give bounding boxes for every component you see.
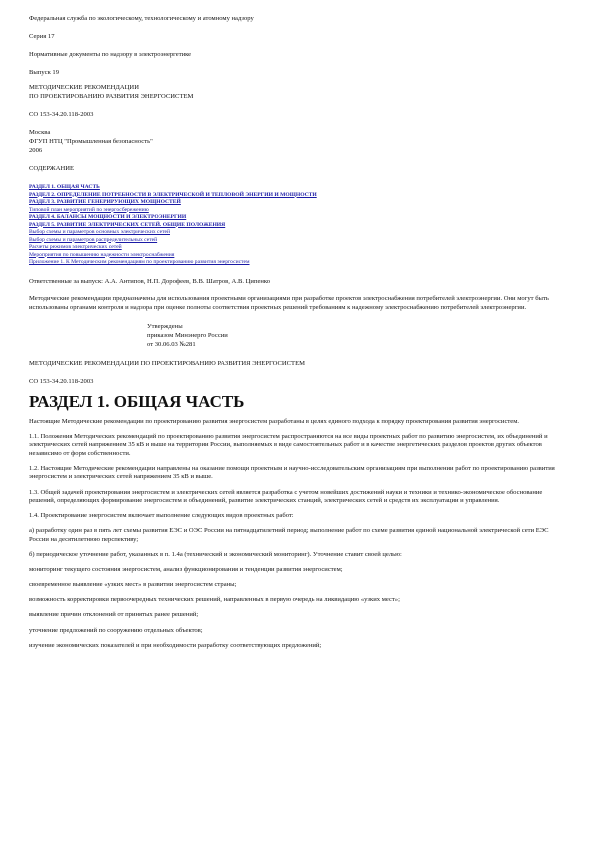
- paragraph-1-1: 1.1. Положения Методических рекомендаций по проектированию развития энергосистем распространяются на все виды проектных работ по развитию энергосистем, их объединений и электрических сетей напряжением 35 кВ и выше на территории России, выполняемых в виде самостоятельных работ и в качестве энергетических разделов проектов других объектов независимо от форм собственности.: [29, 432, 548, 457]
- toc-link-reliability[interactable]: Мероприятия по повышению надежности электроснабжения: [29, 251, 175, 258]
- series-title: Нормативные документы по надзору в электроэнергетике: [29, 51, 192, 58]
- toc-link-energy-saving-plan[interactable]: Типовой план мероприятий по энергосбережению: [29, 206, 149, 213]
- paragraph-1-3: 1.3. Общей задачей проектирования энергосистем и электрических сетей является разработка с учетом новейших достижений науки и техники и технико-экономическое обоснование решений, определяющих формирование энергосистем и объединений, развитие электрических станций, электрических сетей и средств их эксплуатации и управления.: [29, 488, 543, 505]
- paragraph-intro: Настоящие Методические рекомендации по проектированию развития энергосистем разработаны в целях единого подхода к порядку проектирования развития энергосистем.: [29, 417, 520, 425]
- toc-link-network-modes[interactable]: Расчеты режимов электрических сетей: [29, 244, 122, 250]
- agency-name: Федеральная служба по экологическому, технологическому и атомному надзору: [29, 15, 254, 22]
- toc-link-section-1[interactable]: РАЗДЕЛ 1. ОБЩАЯ ЧАСТЬ: [29, 184, 100, 190]
- approval-line-2: приказом Минэнерго России: [147, 331, 228, 339]
- document-page: [29, 14, 569, 657]
- paragraph-1-4-a: а) разработку один раз в пять лет схемы развития ЕЭС и ОЭС России на пятнадцатилетний период; выполнение работ по схеме развития единой национальной электрической сети ЕЭС России на десятилетнюю перспективу;: [29, 527, 549, 543]
- year: 2006: [29, 147, 43, 154]
- list-item-correction: возможность корректировки первоочередных технических решений, направленных в первую очередь на ликвидацию «узких мест»;: [29, 596, 400, 604]
- publisher: ФГУП НТЦ "Промышленная безопасность": [29, 138, 153, 145]
- doc-title-line-1: МЕТОДИЧЕСКИЕ РЕКОМЕНДАЦИИ: [29, 84, 139, 91]
- paragraph-1-4-b: б) периодическое уточнение работ, указанных в п. 1.4а (технический и экономический мониторинг). Уточнение ставит своей целью:: [29, 551, 402, 559]
- title-repeat: МЕТОДИЧЕСКИЕ РЕКОМЕНДАЦИИ ПО ПРОЕКТИРОВАНИЮ РАЗВИТИЯ ЭНЕРГОСИСТЕМ: [29, 359, 305, 367]
- list-item-deviations: выявление причин отклонений от принятых ранее решений;: [29, 611, 199, 619]
- toc-heading: СОДЕРЖАНИЕ: [29, 165, 75, 172]
- city: Москва: [29, 129, 51, 136]
- approval-line-1: Утверждены: [147, 322, 183, 330]
- section-body: [29, 418, 569, 651]
- series-label: Серия 17: [29, 33, 55, 40]
- list-item-proposals: уточнение предложений по сооружению отдельных объектов;: [29, 626, 203, 634]
- list-item-monitoring: мониторинг текущего состояния энергосистем, анализ функционирования и тенденции развития энергосистем;: [29, 566, 343, 574]
- paragraph-1-4: 1.4. Проектирование энергосистем включает выполнение следующих видов проектных работ:: [29, 512, 294, 520]
- toc-link-section-2[interactable]: РАЗДЕЛ 2. ОПРЕДЕЛЕНИЕ ПОТРЕБНОСТИ В ЭЛЕКТРИЧЕСКОЙ И ТЕПЛОВОЙ ЭНЕРГИИ И МОЩНОСТИ: [29, 191, 317, 198]
- responsible-persons: Ответственные за выпуск: А.А. Антипов, Н.П. Дорофеев, В.В. Шатров, А.В. Ципенко: [29, 277, 271, 285]
- approval-block: [147, 322, 569, 349]
- section-heading: РАЗДЕЛ 1. ОБЩАЯ ЧАСТЬ: [29, 391, 245, 411]
- toc-link-appendix-1[interactable]: Приложение 1. К Методическим рекомендациям по проектированию развития энергосистем: [29, 259, 250, 265]
- abstract: Методические рекомендации предназначены для использования проектными организациями при разработке проектов электроснабжения потребителей электроэнергии. Они могут быть использованы органами контроля и надзора при оценке полноты соответствия проектных решений требованиям к надежному электроснабжению потребителей электроэнергии.: [29, 294, 549, 311]
- toc-link-section-4[interactable]: РАЗДЕЛ 4. БАЛАНСЫ МОЩНОСТИ И ЭЛЕКТРОЭНЕРГИИ: [29, 214, 187, 220]
- toc-link-distribution-networks[interactable]: Выбор схемы и параметров распределительных сетей: [29, 236, 158, 243]
- doc-code: СО 153-34.20.118-2003: [29, 111, 94, 118]
- table-of-contents: [29, 184, 569, 267]
- approval-line-3: от 30.06.03 №281: [147, 340, 196, 348]
- toc-link-section-3[interactable]: РАЗДЕЛ 3. РАЗВИТИЕ ГЕНЕРИРУЮЩИХ МОЩНОСТЕЙ: [29, 199, 181, 205]
- list-item-economics: изучение экономических показателей и при необходимости разработку соответствующих предложений;: [29, 641, 322, 649]
- paragraph-1-2: 1.2. Настоящие Методические рекомендации направлены на оказание помощи проектным и научно-исследовательским организациям при выполнении работ по проектированию развития энергосистем и электрических сетей напряжением 35 кВ и выше.: [29, 464, 555, 481]
- list-item-bottlenecks: своевременное выявление «узких мест» в развитии энергосистем страны;: [29, 581, 237, 589]
- toc-link-section-5[interactable]: РАЗДЕЛ 5. РАЗВИТИЕ ЭЛЕКТРИЧЕСКИХ СЕТЕЙ. ОБЩИЕ ПОЛОЖЕНИЯ: [29, 221, 226, 228]
- issue-label: Выпуск 19: [29, 69, 60, 76]
- toc-link-main-networks[interactable]: Выбор схемы и параметров основных электрических сетей: [29, 229, 170, 235]
- doc-title-line-2: ПО ПРОЕКТИРОВАНИЮ РАЗВИТИЯ ЭНЕРГОСИСТЕМ: [29, 93, 194, 100]
- code-repeat: СО 153-34.20.118-2003: [29, 377, 94, 385]
